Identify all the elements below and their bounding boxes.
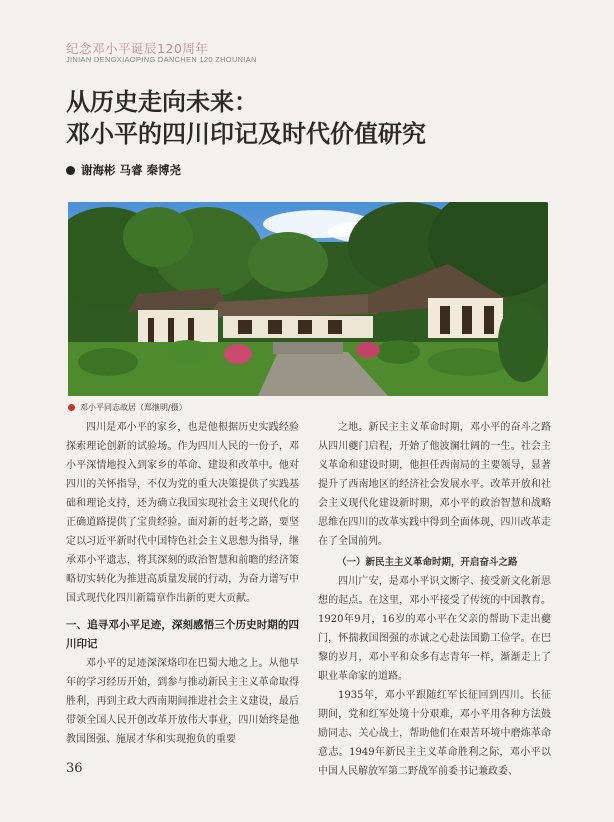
bullet-icon: [66, 166, 75, 175]
paragraph: 邓小平的足迹深深烙印在巴蜀大地之上。从他早年的学习经历开始，到参与推动新民主主义革命取得胜利，再到主政大西南期间推进社会主义建设，最后带领全国人民开创改革开放伟大事业，四川始终是他教国图强、施展才华和实现抱负的重要: [66, 658, 299, 745]
paragraph: 四川是邓小平的家乡，也是他根据历史实践经验探索理论创新的试验场。作为四川人民的一份子，邓小平深情地投入到家乡的革命、建设和改革中。他对四川的关怀指导，不仅为党的重大决策提供了实践基础和理论支持，还为确立我国实现社会主义现代化的正确道路提供了宝贵经验。面对新的赶考之路，要坚定以习近平新时代中国特色社会主义思想为指导，继承邓小平遗志，将其深刻的政治智慧和前瞻的经济策略切实转化为推进高质量发展的行动，为奋力谱写中国式现代化四川新篇章作出新的更大贡献。: [66, 422, 299, 604]
running-header-cn: 纪念邓小平诞辰120周年: [66, 41, 209, 56]
subsection-heading: （一）新民主主义革命时期，开启奋斗之路: [337, 557, 518, 568]
page-number: 36: [66, 761, 83, 776]
article-title: [66, 86, 426, 150]
title-line-2: 邓小平的四川印记及时代价值研究: [66, 120, 426, 148]
residence-illustration: [68, 202, 548, 396]
caption-bullet-icon: [68, 404, 75, 411]
right-column: [318, 418, 551, 781]
caption-text: 邓小平同志故居（郑继明/摄）: [80, 403, 187, 412]
paragraph: 1935年，邓小平跟随红军长征回到四川。长征期间，党和红军处境十分艰难，邓小平用各种方法鼓励同志、关心战士，帮助他们在艰苦环境中磨炼革命意志。1949年新民主主义革命胜利之际，邓小平以中国人民解放军第二野战军前委书记兼政委、: [318, 690, 551, 777]
paragraph: 四川广安，是邓小平识文断字、接受新文化新思想的起点。在这里，邓小平接受了传统的中国教育。1920年9月，16岁的邓小平在父亲的帮助下走出夔门，怀揣救国图强的赤诚之心赴法国勤工俭学。在巴黎的岁月，邓小平和众多有志青年一样，渐渐走上了职业革命家的道路。: [318, 576, 551, 682]
authors: [66, 162, 181, 178]
section-heading: 一、追寻邓小平足迹，深刻感悟三个历史时期的四川印记: [66, 619, 299, 650]
residence-photo: [68, 202, 548, 396]
left-column: [66, 418, 299, 749]
running-header-en: JINIAN DENGXIAOPING DANCHEN 120 ZHOUNIAN: [66, 55, 257, 64]
title-line-1: 从历史走向未来：: [66, 88, 258, 116]
paragraph: 之地。新民主主义革命时期，邓小平的奋斗之路从四川夔门启程，开始了他波澜壮阔的一生。社会主义革命和建设时期，他担任西南局的主要领导，显著提升了西南地区的经济社会发展水平。改革开放和社会主义现代化建设新时期，邓小平的政治智慧和战略思维在四川的改革实践中得到全面体现，四川改革走在了全国前列。: [318, 422, 551, 547]
photo-caption: [68, 402, 187, 413]
author-names: 谢海彬 马睿 秦博尧: [81, 163, 182, 177]
